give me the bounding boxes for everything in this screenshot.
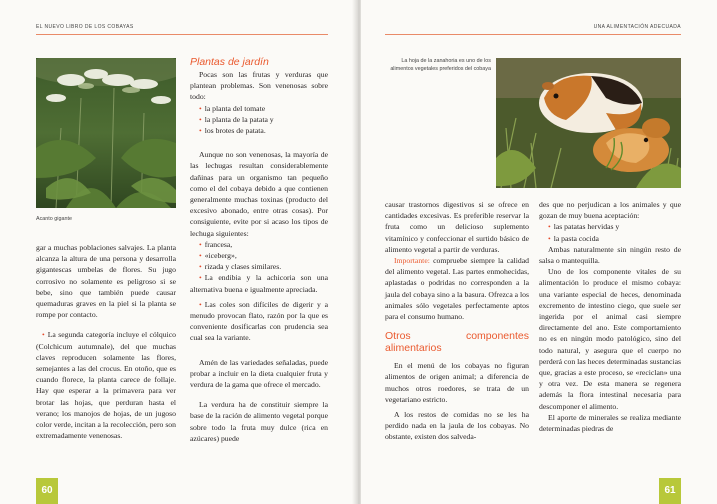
paragraph-fruit: causar trastornos digestivos si se ofrece en cantidades excesivas. Es preferible reservar la fruta como un delicioso suplemento vitamínico y confeccionar el surtido básico de alimento vegetal a partir de verduras. [385,200,529,254]
paragraph-vegetable-base: La verdura ha de constituir siempre la base de la ración de alimento vegetal porque sobre todo la fruta muy dulce (rica en azúcares) puede [190,400,328,443]
paragraph-exceptions: des que no perjudican a los animales y que gozan de muy buena aceptación: [539,200,681,221]
list-item: • francesa, [199,239,328,250]
paragraph-no-sauce: Ambas naturalmente sin ningún resto de salsa o mantequilla. [539,244,681,266]
paragraph-leftovers: A los restos de comidas no se les ha perdido nada en la jaula de los cobayas. No obstante, existen dos salveda- [385,410,529,442]
list-item: • las patatas hervidas y [548,221,681,232]
important-label: Importante: [394,256,430,266]
photo-caption-right: La hoja de la zanahoria es uno de los alimentos vegetales preferidos del cobaya [390,58,491,72]
paragraph-hogweed: gar a muchas poblaciones salvajes. La planta alcanza la altura de una persona y desarrolla gigantescas umbelas de flores. Su jugo corrosivo no solamente es peligroso si se bebe, sino que también puede causar quemaduras graves en la piel si la planta se rompe por contacto. [36,243,176,320]
list-item: • la planta del tomate [199,103,328,114]
page-number-left: 60 [41,485,53,496]
running-head-left: EL NUEVO LIBRO DE LOS COBAYAS [36,24,134,30]
list-item: • la pasta cocida [548,233,681,244]
list-item: • rizada y clases similares. [199,261,328,272]
list-item: • la planta de la patata y [199,114,328,125]
paragraph-lettuce: Aunque no son venenosas, la mayoría de las lechugas resultan considerablemente dañinas para un organismo tan pequeño como el del cobaya debido a que contienen generalmente muchas toxinas (producto del excesivo abonado, entre otras cosas). Por consiguiente, evite por si acaso los tipos de lechuga siguientes: [190,150,328,238]
header-rule-left [36,34,328,35]
page-number-right: 61 [664,485,676,496]
accepted-foods-list [539,221,681,243]
left-column-1 [36,242,176,441]
paragraph-varieties: Amén de las variedades señaladas, puede probar a incluir en la dieta cualquier fruta y verdura de la gama que ofrece el mercado. [190,357,328,390]
left-page [0,0,356,504]
photo-caption-left: Acanto gigante [36,216,72,222]
paragraph-caecotrophy: Uno de los componente vitales de su alimentación lo produce el mismo cobaya: una variante especial de heces, denominada excremento de intestino ciego, que suele ser ingerida por el animal casi siempre directamente del ano. Este comportamiento no es en ningún modo patológico, sino del todo natural, y asegura que el cuerpo no perderá con las heces determinadas sustancias que, gracias a este proceso, se «reciclan» una y otra vez. De esta manera se regenera además la flora intestinal necesaria para descomponer el alimento. [539,267,681,411]
right-column-1 [385,199,529,452]
guinea-pig-illustration [496,58,681,188]
right-column-2 [539,199,681,443]
guinea-pig-photo [496,58,681,188]
header-rule-right [385,34,681,35]
toxic-plants-list [190,103,328,137]
paragraph-menu: En el menú de los cobayas no figuran alimentos de origen animal; a diferencia de muchos otros roedores, se trata de un vegetariano estricto. [385,361,529,404]
paragraph-important [385,255,529,322]
list-item: • los brotes de patata. [199,125,328,136]
list-item: • La endibia y la achicoria son una alternativa buena e igualmente apreciada. [190,272,328,294]
section-title-garden-plants: Plantas de jardín [190,56,269,68]
giant-hogweed-illustration [36,58,176,208]
list-item: • Las coles son difíciles de digerir y a menudo provocan flato, razón por la que es conveniente dosificarlas con prudencia sea cual sea la variante. [190,299,328,344]
right-page [361,0,717,504]
running-head-right: UNA ALIMENTACIÓN ADECUADA [593,24,681,30]
paragraph-colchicum: • La segunda categoría incluye el cólquico (Colchicum autumnale), del que muchas claves reproducen solamente las flores, semejantes a las del crocus. En otoño, que es cuando florece, la planta carece de follaje. Hay que esperar a la primavera para ver brotar las hojas, que perduran hasta el verano; los manojos de hojas, de un jugoso color verde, incitan a la recolección, pero son extremadamente venenosas. [36,329,176,441]
important-text: compruebe siempre la calidad del alimento vegetal. Las partes enmohecidas, aplastadas o podridas no corresponden a la jaula del cobaya sino a la basura. Ofrezca a los animales sólo vegetales perfectamente aptos para el consumo humano. [385,256,529,322]
list-item: • «iceberg», [199,250,328,261]
lettuce-list [190,239,328,273]
paragraph-garden-intro: Pocas son las frutas y verduras que plantean problemas. Son venenosas sobre todo: [190,70,328,102]
giant-hogweed-photo [36,58,176,208]
left-column-2 [190,56,328,453]
paragraph-minerals: El aporte de minerales se realiza mediante determinadas piedras de [539,412,681,434]
vegetable-notes-list [190,272,328,343]
section-title-other-components: Otros componentes alimentarios [385,330,529,354]
